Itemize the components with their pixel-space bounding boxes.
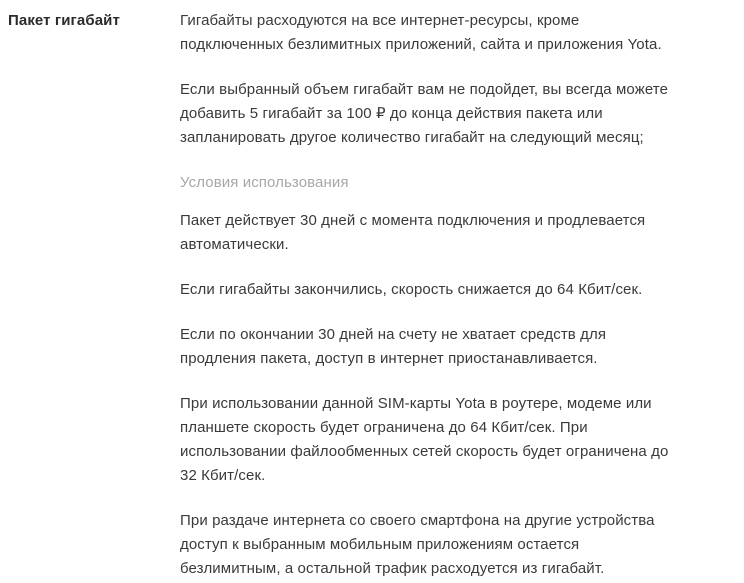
paragraph-insufficient-funds: Если по окончании 30 дней на счету не хватает средств для продления пакета, доступ в интернет приостанавливается. [180, 326, 607, 367]
row-content-column [180, 9, 696, 583]
paragraph-package-duration: Пакет действует 30 дней с момента подключения и продлевается автоматически. [180, 212, 646, 253]
paragraph-add-gigabytes: Если выбранный объем гигабайт вам не подойдет, вы всегда можете добавить 5 гигабайт за 100 ₽ до конца действия пакета или запланировать другое количество гигабайт на следующий месяц; [180, 81, 669, 146]
row-label-package-gigabytes: Пакет гигабайт [8, 12, 120, 29]
paragraph-traffic-usage: Гигабайты расходуются на все интернет-ресурсы, кроме подключенных безлимитных приложений, сайта и приложения Yota. [180, 12, 662, 53]
row-label-column [0, 9, 180, 33]
paragraph-tethering: При раздаче интернета со своего смартфона на другие устройства доступ к выбранным мобильным приложениям остается безлимитным, а остальной трафик расходуется из гигабайт. [180, 512, 655, 577]
paragraph-speed-reduction: Если гигабайты закончились, скорость снижается до 64 Кбит/сек. [180, 281, 643, 298]
section-label-terms-of-use: Условия использования [180, 174, 349, 191]
paragraph-sim-in-router: При использовании данной SIM-карты Yota в роутере, модеме или планшете скорость будет ограничена до 64 Кбит/сек. При использовании файлообменных сетей скорость будет ограничена до 32 Кбит/сек. [180, 395, 669, 484]
